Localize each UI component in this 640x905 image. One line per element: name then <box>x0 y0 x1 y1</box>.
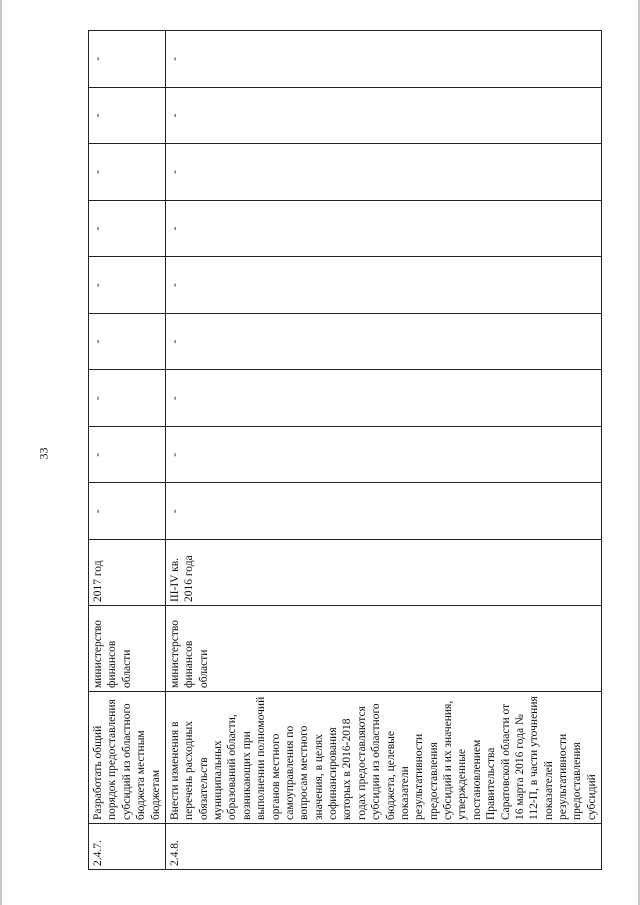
value-cell: - <box>89 87 166 144</box>
value-cell: - <box>165 31 601 88</box>
row-number: 2.4.7. <box>89 824 166 870</box>
scan-edge-left <box>0 0 2 905</box>
measure-name: Внести изменения в перечень расходных обязательств муниципальных образований области, возникающих при выполнении полномочий органов местного самоуправления по вопросам местного значения, в целях софинансирования которых в 2016-2018 годах предоставляются субсидии из областного бюджета, целевые показатели результативности предоставления субсидий и их значения, утвержденные постановлением Правительства Саратовской области от 16 марта 2016 года № 112-П, в части уточнения показателей результативности предоставления субсидий <box>165 692 601 824</box>
value-cell: - <box>89 144 166 201</box>
value-cell: - <box>165 483 601 540</box>
value-cell: - <box>89 31 166 88</box>
rotated-table-area <box>88 30 598 870</box>
value-cell: - <box>89 370 166 427</box>
term: 2017 год <box>89 540 166 606</box>
value-cell: - <box>165 426 601 483</box>
table-row <box>165 31 601 870</box>
executor: министерство финансов области <box>165 606 601 692</box>
plan-table <box>88 30 602 870</box>
value-cell: - <box>89 483 166 540</box>
value-cell: - <box>89 313 166 370</box>
row-number: 2.4.8. <box>165 824 601 870</box>
table-row <box>89 31 166 870</box>
value-cell: - <box>165 313 601 370</box>
value-cell: - <box>165 144 601 201</box>
executor: министерство финансов области <box>89 606 166 692</box>
value-cell: - <box>165 257 601 314</box>
value-cell: - <box>165 87 601 144</box>
page-number: 33 <box>36 447 51 460</box>
term: III-IV кв. 2016 года <box>165 540 601 606</box>
value-cell: - <box>89 426 166 483</box>
value-cell: - <box>89 257 166 314</box>
value-cell: - <box>89 200 166 257</box>
value-cell: - <box>165 200 601 257</box>
measure-name: Разработать общий порядок предоставления субсидий из областного бюджета местным бюджетам <box>89 692 166 824</box>
value-cell: - <box>165 370 601 427</box>
